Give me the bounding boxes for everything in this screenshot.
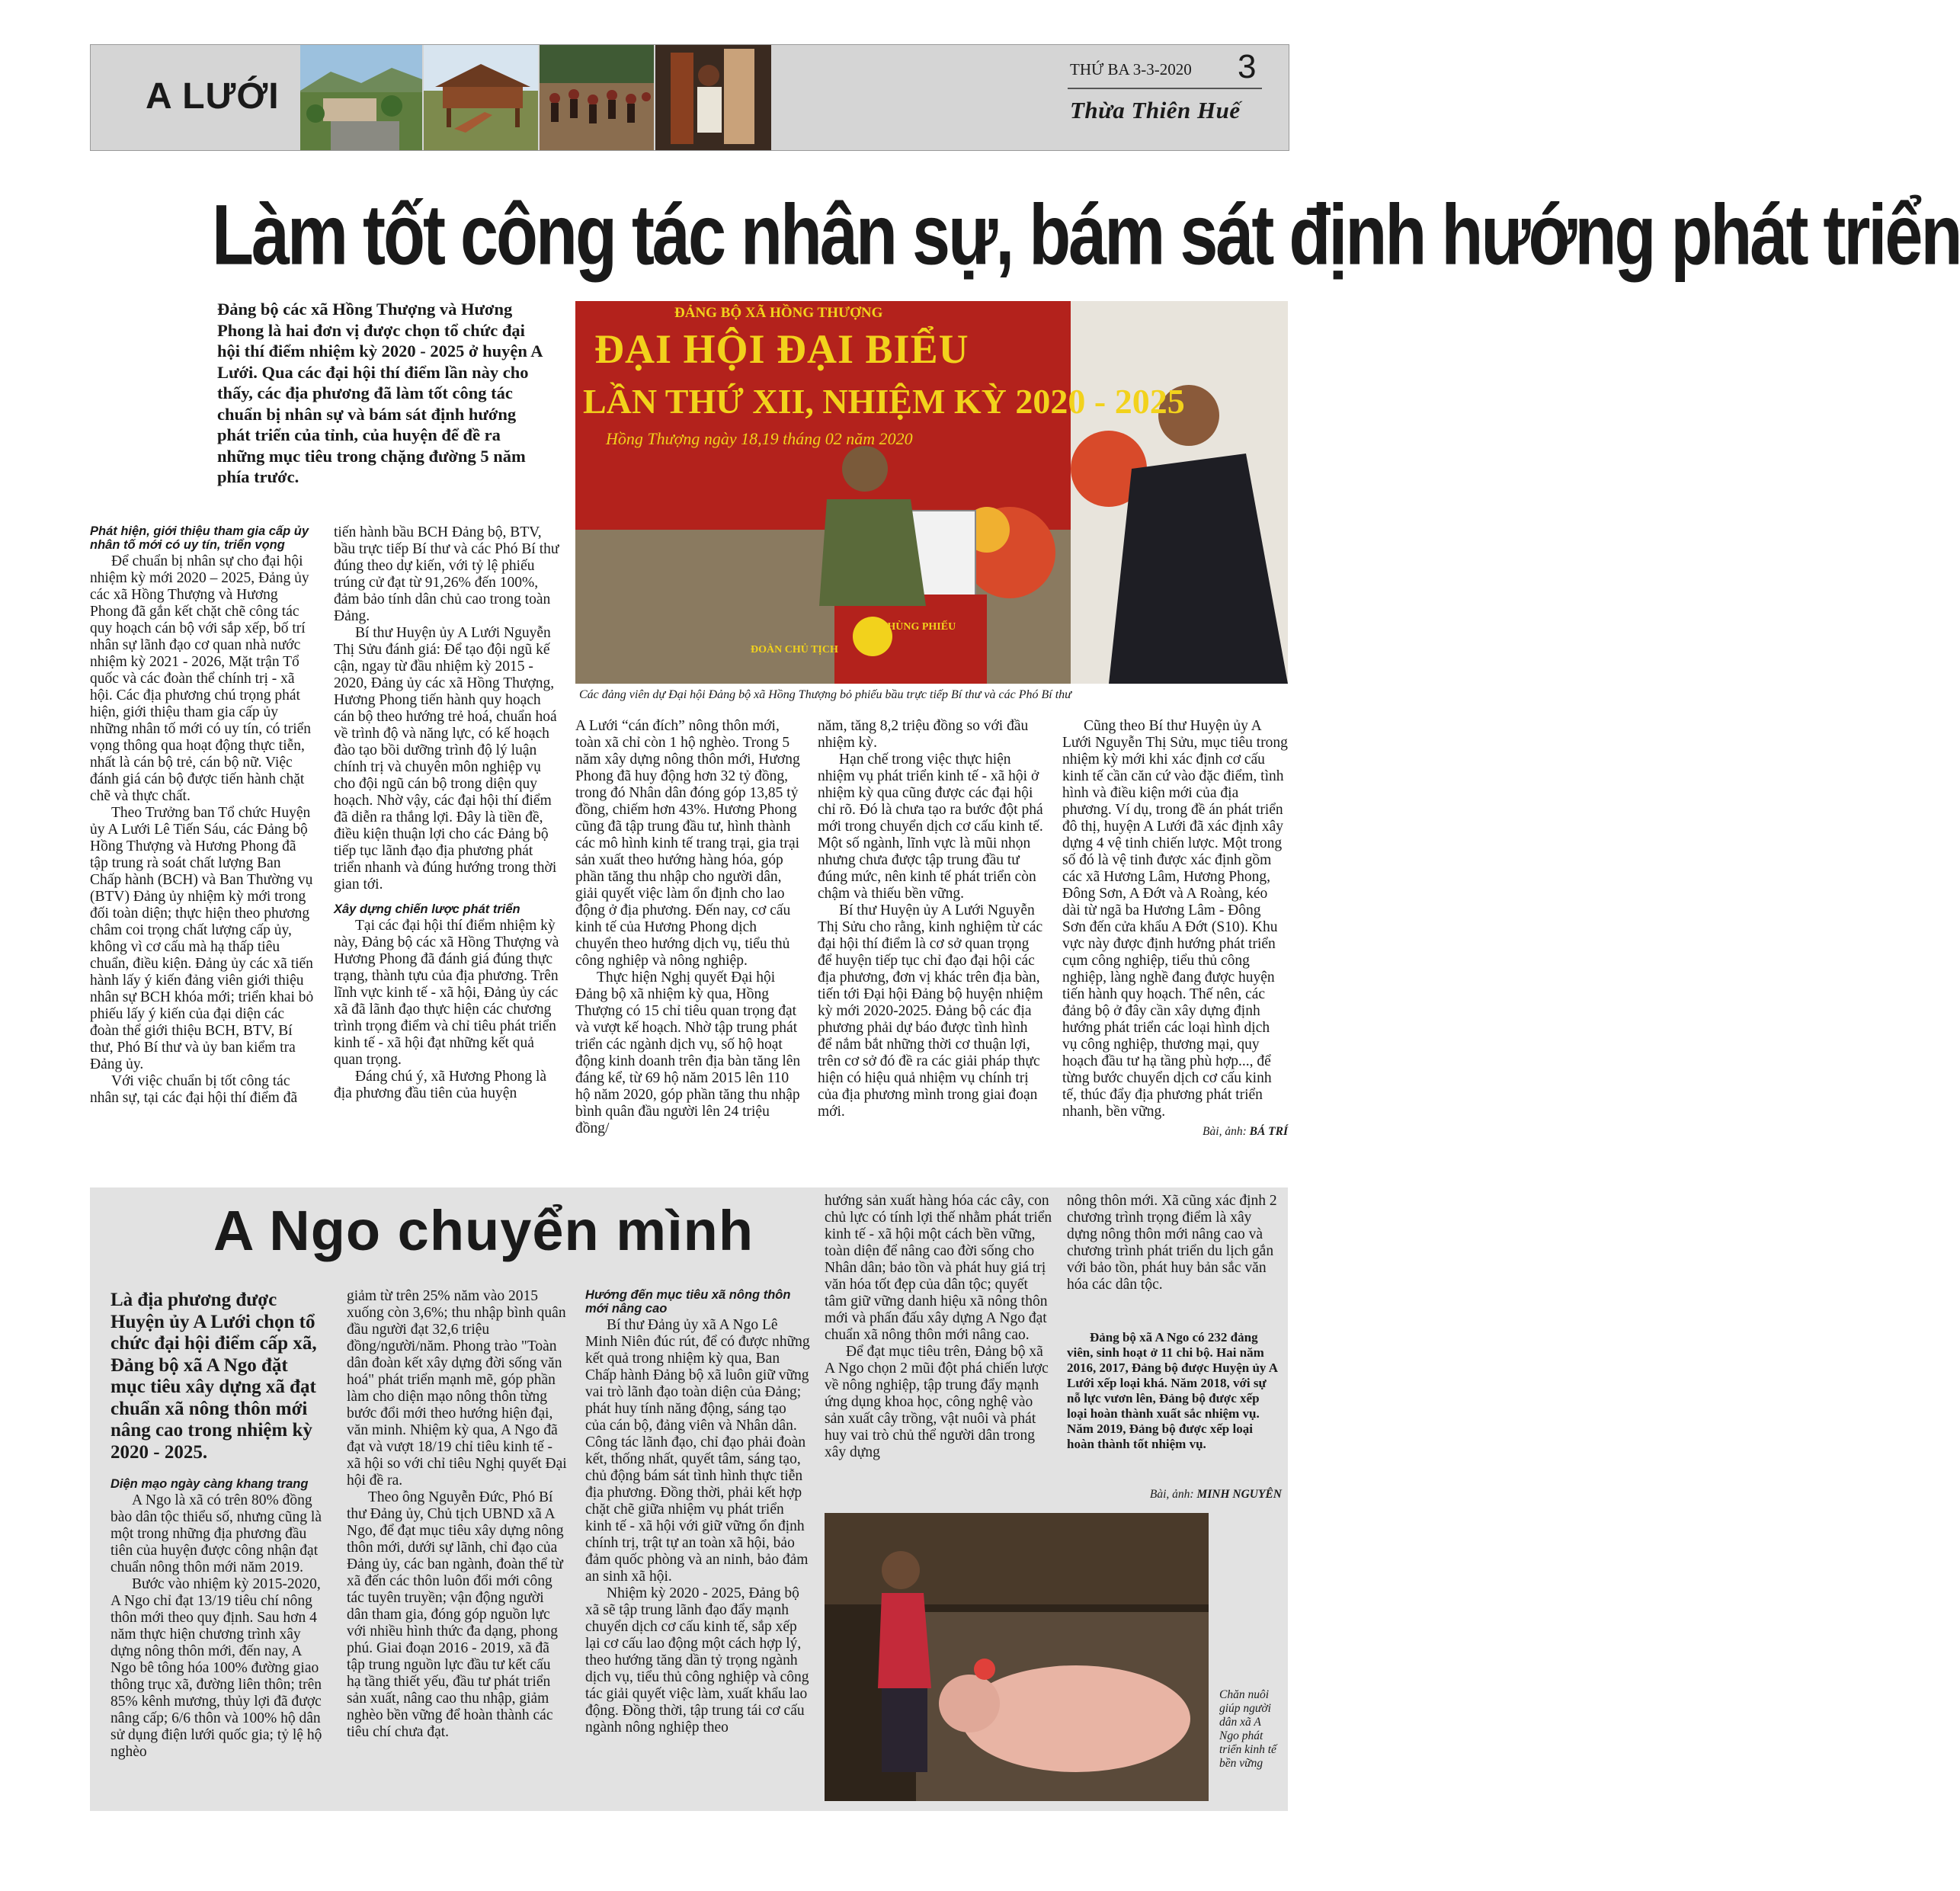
paragraph: A Ngo là xã có trên 80% đồng bào dân tộc thiểu số, nhưng cũng là một trong những địa phương đầu tiên của huyện được công nhận đạt chuẩn nông thôn mới năm 2019.	[110, 1492, 322, 1575]
article2-column-1	[110, 1477, 328, 1761]
paragraph: nông thôn mới. Xã cũng xác định 2 chương trình trọng điểm là xây dựng nông thôn mới nâng cao và chương trình phát triển du lịch gắn với bảo tồn, phát huy bản sắc văn hóa các dân tộc.	[1067, 1193, 1277, 1293]
article2-column-3	[585, 1288, 810, 1736]
page-number: 3	[1238, 48, 1257, 85]
section-name: A LƯỚI	[146, 76, 280, 117]
article1-subhead-1: Phát hiện, giới thiệu tham gia cấp ủy nhân tố mới có uy tín, triển vọng	[90, 524, 309, 552]
article2-column-5	[1067, 1193, 1282, 1293]
paragraph: năm, tăng 8,2 triệu đồng so với đầu nhiệm kỳ.	[818, 718, 1029, 751]
banner-line1: ĐẠI HỘI ĐẠI BIỂU	[594, 326, 969, 372]
article1-byline	[1062, 1123, 1288, 1140]
page-header	[90, 44, 1289, 151]
article1-headline: Làm tốt công tác nhân sự, bám sát định hướng phát triển	[212, 187, 1960, 284]
paragraph: Theo Trưởng ban Tổ chức Huyện ủy A Lưới Lê Tiến Sáu, các Đảng bộ Hồng Thượng và Hương Phong đã tập trung rà soát chất lượng Ban Chấp hành (BCH) và Ban Thường vụ (BTV) Đảng ủy nhiệm kỳ mới trong đối toàn diện; thực hiện theo phương châm coi trọng chất lượng cấp ủy, không vì cơ cấu mà hạ thấp tiêu chuẩn, điều kiện. Đảng ủy các xã tiến hành lấy ý kiến đảng viên giới thiệu nhân sự BCH khóa mới; triển khai bỏ phiếu lấy ý kiến của đại diện các đoàn thể giới thiệu BCH, BTV, Bí thư, Phó Bí thư và ủy ban kiểm tra Đảng ủy.	[90, 805, 314, 1072]
paragraph: tiến hành bầu BCH Đảng bộ, BTV, bầu trực tiếp Bí thư và các Phó Bí thư đúng theo dự kiến, với tỷ lệ phiếu trúng cử đạt từ 91,26% đến 100%, đảm bảo tính dân chủ cao trong toàn Đảng.	[334, 524, 559, 624]
newspaper-name: Thừa Thiên Huế	[1070, 97, 1241, 123]
banner-small: ĐẢNG BỘ XÃ HỒNG THƯỢNG	[674, 305, 883, 321]
article1-column-2	[334, 524, 559, 1102]
article2-column-4	[825, 1193, 1053, 1461]
article1-subhead-2: Xây dựng chiến lược phát triển	[334, 902, 520, 916]
article1-photo	[575, 301, 1288, 684]
article1-caption: Các đảng viên dự Đại hội Đảng bộ xã Hồng Thượng bỏ phiếu bầu trực tiếp Bí thư và các Phó Bí thư	[579, 688, 1071, 701]
header-photo-town	[300, 45, 422, 150]
paragraph: Đáng chú ý, xã Hương Phong là địa phương đầu tiên của huyện	[334, 1069, 547, 1101]
issue-date: THỨ BA 3-3-2020	[1070, 60, 1192, 79]
paragraph: hướng sản xuất hàng hóa các cây, con chủ lực có tính lợi thế nhằm phát triển kinh tế - xã hội một cách bền vững, toàn diện để nâng cao đời sống cho Nhân dân; bảo tồn và phát huy giá trị văn hóa tốt đẹp của dân tộc; quyết tâm giữ vững danh hiệu xã nông thôn mới và phấn đấu xây dựng A Ngo đạt chuẩn xã nông thôn mới nâng cao.	[825, 1193, 1052, 1343]
paragraph: giảm từ trên 25% năm vào 2015 xuống còn 3,6%; thu nhập bình quân đầu người đạt 32,6 triệu đồng/người/năm. Phong trào "Toàn dân đoàn kết xây dựng đời sống văn hoá" phát triển mạnh mẽ, góp phần làm cho diện mạo nông thôn từng bước đổi mới theo hướng hiện đại, văn minh. Nhiệm kỳ qua, A Ngo đã đạt và vượt 18/19 chỉ tiêu kinh tế - xã hội so với chỉ tiêu Nghị quyết Đại hội đề ra.	[347, 1288, 567, 1489]
paragraph: Tại các đại hội thí điểm nhiệm kỳ này, Đảng bộ các xã Hồng Thượng và Hương Phong đã đánh giá đúng thực trạng, thành tựu của địa phương. Trên lĩnh vực kinh tế - xã hội, Đảng ủy các xã đã lãnh đạo thực hiện các chương trình trọng điểm và chỉ tiêu phát triển kinh tế - xã hội đạt những kết quả quan trọng.	[334, 918, 559, 1068]
article2-headline: A Ngo chuyển mình	[213, 1199, 754, 1262]
table-label: ĐOÀN CHỦ TỊCH	[751, 644, 838, 655]
header-photo-stilt-house	[424, 45, 538, 150]
article2-photo	[825, 1513, 1209, 1801]
article1-column-4	[818, 718, 1043, 1120]
article2-lead: Là địa phương được Huyện ủy A Lưới chọn tổ chức đại hội điểm cấp xã, Đảng bộ xã A Ngo đặt mục tiêu xây dựng xã đạt chuẩn xã nông thôn mới nâng cao trong nhiệm kỳ 2020 - 2025.	[110, 1290, 317, 1463]
byline-author: BÁ TRÍ	[1249, 1125, 1288, 1138]
paragraph: Bí thư Huyện ủy A Lưới Nguyễn Thị Sửu cho rằng, kinh nghiệm từ các đại hội thí điểm là cơ sở quan trọng để huyện tiếp tục chỉ đạo đại hội các địa phương, đơn vị khác trên địa bàn, tiến tới Đại hội Đảng bộ huyện nhiệm kỳ mới 2020-2025. Đảng bộ các địa phương phải dự báo được tình hình để nắm bắt những thời cơ thuận lợi, trên cơ sở đó đề ra các giải pháp thực hiện có hiệu quả nhiệm vụ chính trị của địa phương mình trong giai đoạn mới.	[818, 902, 1043, 1120]
paragraph: Nhiệm kỳ 2020 - 2025, Đảng bộ xã sẽ tập trung lãnh đạo đẩy mạnh chuyển dịch cơ cấu kinh tế, sắp xếp lại cơ cấu lao động một cách hợp lý, theo hướng tăng dần tỷ trọng ngành dịch vụ, tiểu thủ công nghiệp và công tác giải quyết việc làm, xuất khẩu lao động. Đồng thời, tập trung tái cơ cấu ngành nông nghiệp theo	[585, 1585, 809, 1736]
article2-caption: Chăn nuôi giúp người dân xã A Ngo phát triển kinh tế bền vững	[1219, 1688, 1276, 1770]
paragraph: Bước vào nhiệm kỳ 2015-2020, A Ngo chỉ đạt 13/19 tiêu chí nông thôn mới theo quy định. Sau hơn 4 năm thực hiện chương trình xây dựng nông thôn mới, đến nay, A Ngo bê tông hóa 100% đường giao thông trục xã, đường liên thôn; trên 85% kênh mương, thủy lợi đã được nâng cấp; 6/6 thôn và 100% hộ dân sử dụng điện lưới quốc gia; tỷ lệ hộ nghèo	[110, 1576, 322, 1760]
paragraph: Với việc chuẩn bị tốt công tác nhân sự, tại các đại hội thí điểm đã	[90, 1073, 298, 1106]
paragraph: Bí thư Huyện ủy A Lưới Nguyễn Thị Sửu đánh giá: Để tạo đội ngũ kế cận, ngay từ đầu nhiệm kỳ 2015 - 2020, Đảng ủy các xã Hồng Thượng, Hương Phong tiến hành quy hoạch cán bộ theo hướng trẻ hoá, chuẩn hoá về trình độ và năng lực, có kế hoạch đào tạo bồi dưỡng trình độ lý luận chính trị và chuyên môn nghiệp vụ cho đội ngũ cán bộ trong diện quy hoạch. Nhờ vậy, các đại hội thí điểm đã diễn ra thắng lợi. Đây là tiền đề, điều kiện thuận lợi cho các Đảng bộ tiếp tục lãnh đạo địa phương phát triển nhanh và đúng hướng trong thời gian tới.	[334, 625, 557, 893]
header-photo-festival	[540, 45, 654, 150]
byline-author: MINH NGUYÊN	[1196, 1488, 1282, 1501]
article1-column-1	[90, 524, 315, 1107]
article2-byline	[1067, 1488, 1282, 1502]
article1-lead: Đảng bộ các xã Hồng Thượng và Hương Phong là hai đơn vị được chọn tổ chức đại hội thí điểm nhiệm kỳ 2020 - 2025 ở huyện A Lưới. Qua các đại hội thí điểm lần này cho thấy, các địa phương đã làm tốt công tác chuẩn bị nhân sự và bám sát định hướng phát triển của tỉnh, của huyện để đề ra những mục tiêu trong chặng đường 5 năm phía trước.	[217, 300, 543, 486]
ballot-label: THÙNG PHIẾU	[880, 621, 956, 633]
paragraph: Theo ông Nguyễn Đức, Phó Bí thư Đảng ủy, Chủ tịch UBND xã A Ngo, để đạt mục tiêu xây dựng nông thôn mới, dưới sự lãnh, chỉ đạo của Đảng ủy, các ban ngành, đoàn thể từ xã đến các thôn luôn đổi mới công tác tuyên truyền; vận động người dân tham gia, đóng góp nguồn lực với nhiều hình thức đa dạng, phong phú. Giai đoạn 2016 - 2019, xã đã tập trung nguồn lực đầu tư kết cấu hạ tầng thiết yếu, đầu tư phát triển sản xuất, nâng cao thu nhập, giảm nghèo bền vững để hoàn thành các tiêu chí chưa đạt.	[347, 1489, 564, 1740]
byline-prefix: Bài, ảnh:	[1149, 1488, 1194, 1501]
paragraph: Để đạt mục tiêu trên, Đảng bộ xã A Ngo chọn 2 mũi đột phá chiến lược về nông nghiệp, tập trung đẩy mạnh ứng dụng khoa học, công nghệ vào sản xuất cây trồng, vật nuôi và phát huy vai trò chủ thể người dân trong xây dựng	[825, 1344, 1049, 1460]
paragraph: Bí thư Đảng ủy xã A Ngo Lê Minh Niên đúc rút, để có được những kết quả trong nhiệm kỳ qua, Ban Chấp hành Đảng bộ xã luôn giữ vững vai trò lãnh đạo toàn diện của Đảng; phát huy tính năng động, sáng tạo của cán bộ, đảng viên và Nhân dân. Công tác lãnh đạo, chỉ đạo phải đoàn kết, thống nhất, quyết tâm, sáng tạo, chủ động bám sát tình hình thực tiễn địa phương. Đồng thời, phải kết hợp chặt chẽ giữa nhiệm vụ phát triển kinh tế - xã hội với giữ vững ổn định chính trị, trật tự an toàn xã hội, bảo đảm quốc phòng và an ninh, bảo đảm an sinh xã hội.	[585, 1317, 810, 1585]
paragraph: A Lưới “cán đích” nông thôn mới, toàn xã chỉ còn 1 hộ nghèo. Trong 5 năm xây dựng nông thôn mới, Hương Phong đã huy động hơn 32 tỷ đồng, trong đó Nhân dân đóng góp 13,85 tỷ đồng, chiếm hơn 43%. Hương Phong cũng đã tập trung đầu tư, hình thành các mô hình kinh tế trang trại, gia trại sản xuất theo hướng hàng hóa, góp phần tăng thu nhập cho người dân, giải quyết việc làm ổn định cho lao động ở địa phương. Đến nay, cơ cấu kinh tế của Hương Phong dịch chuyển theo hướng dịch vụ, tiểu thủ công nghiệp và nông nghiệp.	[575, 718, 800, 969]
byline-prefix: Bài, ảnh:	[1203, 1125, 1247, 1138]
article2-subhead-1: Diện mạo ngày càng khang trang	[110, 1477, 309, 1491]
banner-line2: LẦN THỨ XII, NHIỆM KỲ 2020 - 2025	[583, 382, 1185, 421]
paragraph: Hạn chế trong việc thực hiện nhiệm vụ phát triển kinh tế - xã hội ở nhiệm kỳ qua cũng được các đại hội chỉ rõ. Đó là chưa tạo ra bước đột phá mới trong chuyển dịch cơ cấu kinh tế. Một số ngành, lĩnh vực là mũi nhọn nhưng chưa được tập trung đầu tư đúng mức, nên kinh tế phát triển còn chậm và thiếu bền vững.	[818, 752, 1043, 902]
paragraph: Cũng theo Bí thư Huyện ủy A Lưới Nguyễn Thị Sửu, mục tiêu trong nhiệm kỳ mới khi xác định cơ cấu kinh tế cần căn cứ vào đặc điểm, tình hình và điều kiện mới của địa phương. Ví dụ, trong đề án phát triển đô thị, huyện A Lưới đã xác định xây dựng 4 vệ tinh chiến lược. Một trong số đó là vệ tinh được xác định gồm các xã Hương Lâm, Hương Phong, Đông Sơn, A Đớt và A Roàng, kéo dài từ ngã ba Hương Lâm - Đông Sơn đến cửa khẩu A Đớt (S10). Khu vực này được định hướng phát triển cụm công nghiệp, tiểu thủ công nghiệp, làng nghề đang được huyện tiến hành quy hoạch. Thế nên, các đảng bộ ở đây cần xây dựng định hướng phát triển các loại hình dịch vụ công nghiệp, thương mại, quy hoạch đầu tư hạ tầng phù hợp..., để từng bước chuyển dịch cơ cấu kinh tế, thúc đẩy địa phương phát triển nhanh, bền vững.	[1062, 718, 1288, 1120]
paragraph: Để chuẩn bị nhân sự cho đại hội nhiệm kỳ mới 2020 – 2025, Đảng ủy các xã Hồng Thượng và Hương Phong đã gắn kết chặt chẽ công tác quy hoạch cán bộ với sắp xếp, bố trí nhân sự lãnh đạo cơ quan nhà nước nhiệm kỳ 2021 - 2026, Mặt trận Tổ quốc và các đoàn thể chính trị - xã hội. Các địa phương chú trọng phát hiện, giới thiệu tham gia cấp ủy những nhân tố mới có uy tín, có triển vọng thông qua hoạt động thực tiễn, nhất là cán bộ trẻ, cán bộ nữ. Việc đánh giá cán bộ được tiến hành chặt chẽ và thực chất.	[90, 553, 312, 804]
article1-column-3	[575, 718, 801, 1137]
banner-line3: Hồng Thượng ngày 18,19 tháng 02 năm 2020	[606, 429, 913, 448]
article2-column-2	[347, 1288, 568, 1741]
header-photo-weaving	[655, 45, 771, 150]
header-divider	[1068, 88, 1262, 89]
article1-column-5	[1062, 718, 1288, 1140]
article2-subhead-2: Hướng đến mục tiêu xã nông thôn mới nâng cao	[585, 1288, 791, 1316]
paragraph: Thực hiện Nghị quyết Đại hội Đảng bộ xã nhiệm kỳ qua, Hồng Thượng có 15 chỉ tiêu quan trọng đạt và vượt kế hoạch. Nhờ tập trung phát triển các ngành dịch vụ, số hộ hoạt động kinh doanh trên địa bàn tăng lên đáng kể, từ 69 hộ năm 2015 lên 110 hộ năm 2020, góp phần tăng thu nhập bình quân đầu người lên 24 triệu đồng/	[575, 970, 801, 1136]
article2-info-box: Đảng bộ xã A Ngo có 232 đảng viên, sinh hoạt ở 11 chi bộ. Hai năm 2016, 2017, Đảng bộ được Huyện ủy A Lưới xếp loại khá. Năm 2018, với sự nỗ lực vươn lên, Đảng bộ được xếp loại hoàn thành xuất sắc nhiệm vụ. Năm 2019, Đảng bộ được xếp loại hoàn thành tốt nhiệm vụ.	[1067, 1330, 1278, 1451]
